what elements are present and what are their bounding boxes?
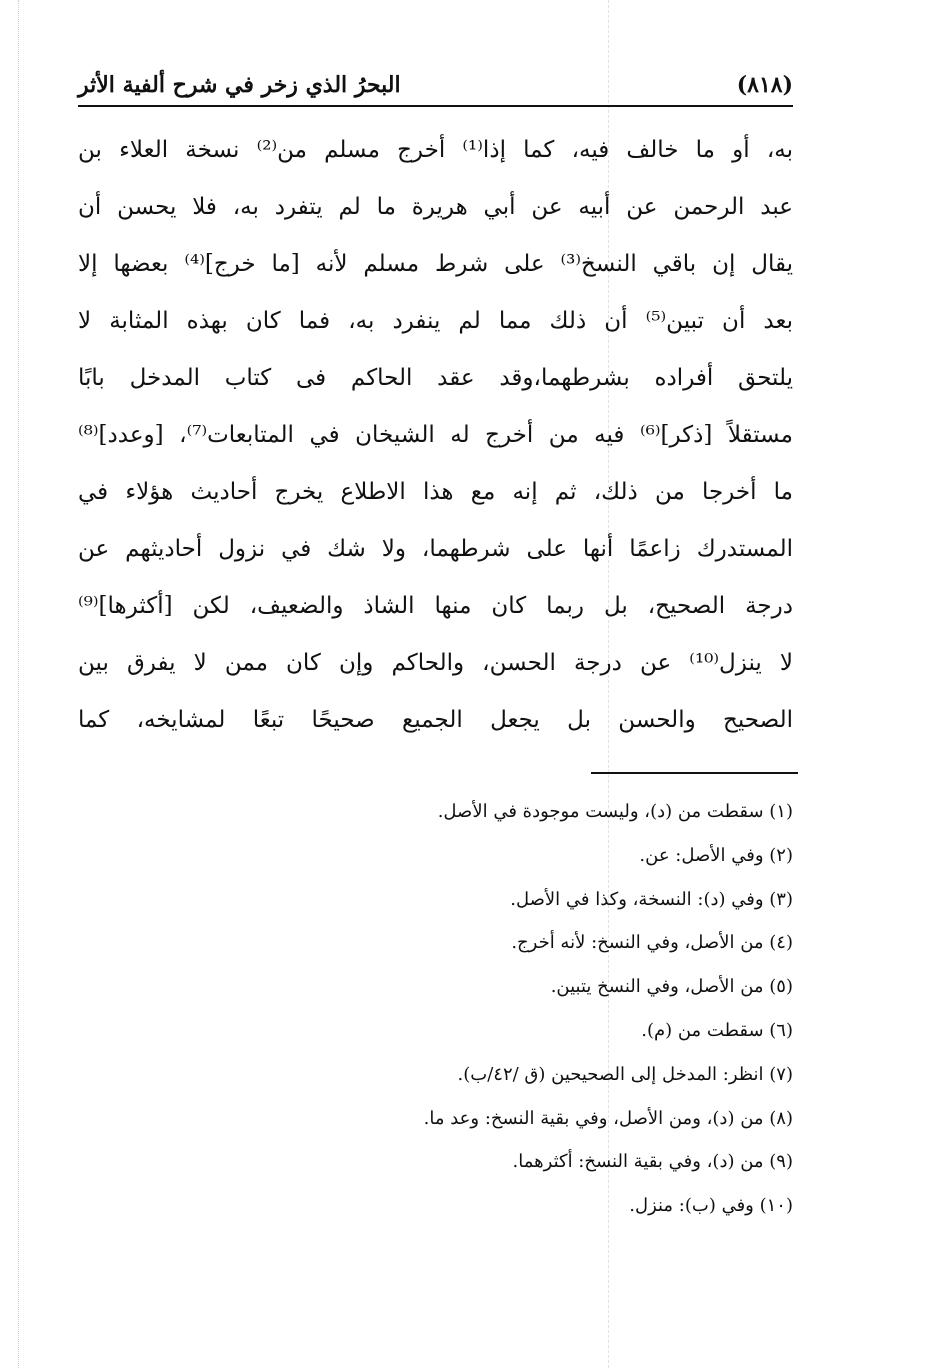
footnote-separator: [591, 772, 798, 774]
scan-edge-line: [18, 0, 19, 1368]
footnote: (٤) من الأصل، وفي النسخ: لأنه أخرج.: [511, 932, 793, 954]
footnote: (٦) سقطت من (م).: [641, 1019, 793, 1041]
footnote: (١) سقطت من (د)، وليست موجودة في الأصل.: [437, 801, 793, 822]
text-line: به، أو ما خالف فيه، كما إذا⁽¹⁾ أخرج مسلم من⁽²⁾ نسخة العلاء بن: [78, 137, 793, 163]
text-line: بعد أن تبين⁽⁵⁾ أن ذلك مما لم ينفرد به، فما كان بهذه المثابة لا: [78, 308, 793, 334]
page-number: (٨١٨): [736, 72, 793, 98]
footnotes: [78, 790, 793, 1228]
text-line: عبد الرحمن عن أبيه عن أبي هريرة ما لم يتفرد به، فلا يحسن أن: [78, 194, 793, 220]
footnote: (٩) من (د)، وفي بقية النسخ: أكثرهما.: [512, 1151, 793, 1173]
text-line: مستقلاً [ذكر]⁽⁶⁾ فيه من أخرج له الشيخان في المتابعات⁽⁷⁾، [وعدد]⁽⁸⁾: [78, 422, 793, 448]
text-line: ما أخرجا من ذلك، ثم إنه مع هذا الاطلاع يخرج أحاديث هؤلاء في: [78, 479, 793, 505]
footnote: (٢) وفي الأصل: عن.: [639, 844, 793, 866]
text-line: الصحيح والحسن بل يجعل الجميع صحيحًا تبعًا لمشايخه، كما: [78, 707, 793, 733]
text-line: المستدرك زاعمًا أنها على شرطهما، ولا شك في نزول أحاديثهم عن: [78, 536, 793, 562]
header-rule: [78, 105, 793, 107]
footnote: (١٠) وفي (ب): منزل.: [629, 1195, 793, 1217]
text-line: يلتحق أفراده بشرطهما،وقد عقد الحاكم فى كتاب المدخل بابًا: [78, 365, 793, 391]
footnote: (٨) من (د)، ومن الأصل، وفي بقية النسخ: وعد ما.: [423, 1107, 793, 1129]
footnote: (٧) انظر: المدخل إلى الصحيحين (ق /٤٢/ب).: [457, 1063, 793, 1085]
main-text: [78, 122, 793, 749]
text-line: لا ينزل⁽¹⁰⁾ عن درجة الحسن، والحاكم وإن كان ممن لا يفرق بين: [78, 650, 793, 676]
running-header: [78, 68, 793, 102]
footnote: (٥) من الأصل، وفي النسخ يتبين.: [550, 976, 793, 998]
text-line: درجة الصحيح، بل ربما كان منها الشاذ والضعيف، لكن [أكثرها]⁽⁹⁾: [78, 593, 793, 619]
running-title: البحرُ الذي زخر في شرح ألفية الأثر: [78, 72, 401, 98]
text-line: يقال إن باقي النسخ⁽³⁾ على شرط مسلم لأنه [ما خرج]⁽⁴⁾ بعضها إلا: [78, 251, 793, 277]
footnote: (٣) وفي (د): النسخة، وكذا في الأصل.: [510, 888, 793, 910]
